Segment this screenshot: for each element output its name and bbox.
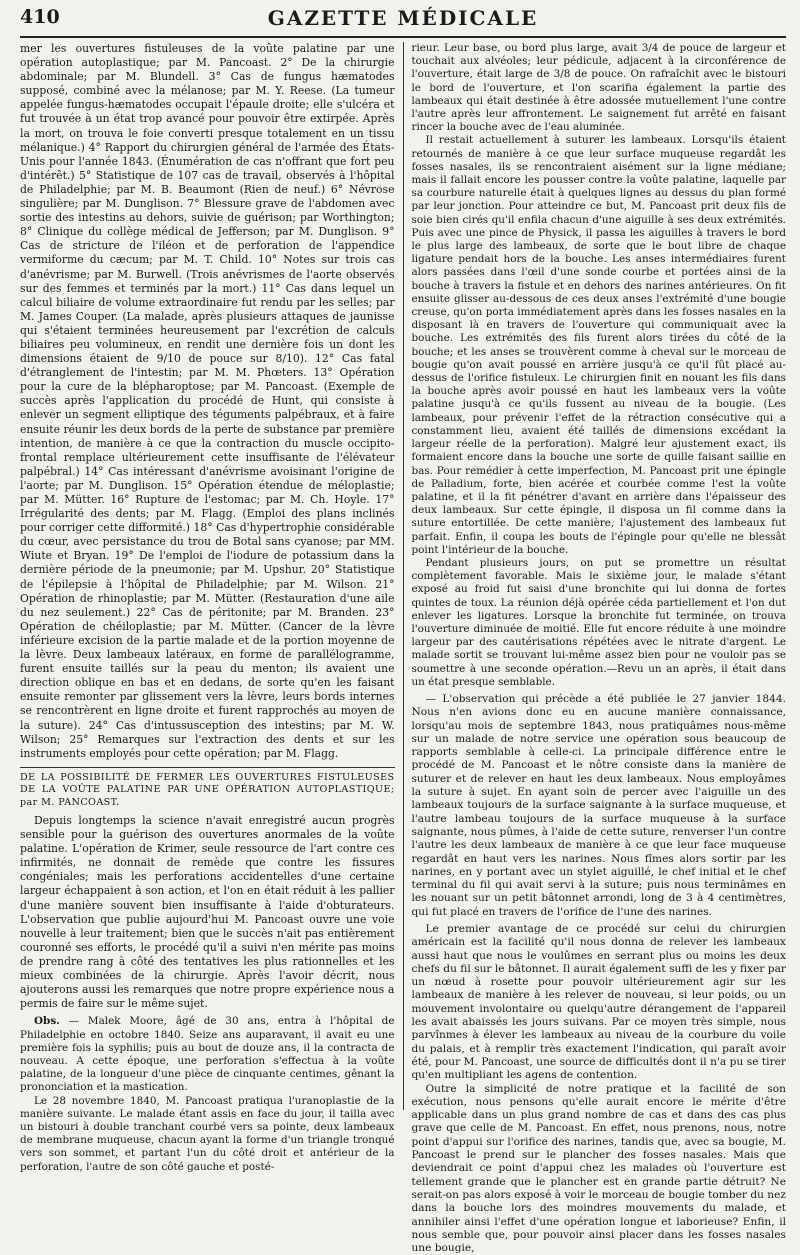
operation-paragraph: Le 28 novembre 1840, M. Pancoast pratiqua l'uranoplastie de la manière suivante. Le malade étant assis en face du jour, il tailla avec un bistouri à double tranchant courbé vers sa pointe, deux lambeaux de membrane muqueuse, chacun ayant la forme d'un triangle tronqué vers son sommet, et partant l'un du côté droit et antérieur de la perforation, l'autre de son côté gauche et posté- — [20, 1094, 395, 1173]
suture-paragraph: Il restait actuellement à suturer les lambeaux. Lorsqu'ils étaient retournés de manière à ce que leur surface muqueuse regardât les fosses nasales, ils se rencontraient aisément sur la ligne médiane; mais il fallait encore les pousser contre la voûte palatine, laquelle par sa courbure naturelle était à quelques lignes au dessus du plan formé par leur jonction. Pour atteindre ce but, M. Pancoast prit deux fils de soie bien cirés qu'il enfila chacun d'une aiguille à ses deux extrémités. Puis avec une pince de Physick, il passa les aiguilles à travers le bord le plus large des lambeaux, de sorte que le bout libre de chaque ligature pendait hors de la bouche. Les anses intermédiaires furent alors passées dans l'œil d'une sonde courbe et portées ainsi de la bouche à travers la fistule et en dehors des narines antérieures. On fit ensuite glisser au-dessous de ces deux anses l'extrémité d'une bougie creuse, qu'on porta immédiatement après dans les fosses nasales en la disposant là en travers de l'ouverture qui communiquait avec la bouche. Les extrémités des fils furent alors tirées du côté de la bouche; et les anses se trouvèrent comme à cheval sur le morceau de bougie qu'on avait poussé en arrière jusqu'à ce qu'il fût placé au-dessus de l'orifice fistuleux. Le chirurgien finit en nouant les fils dans la bouche après avoir poussé en haut les lambeaux vers la voûte palatine jusqu'à ce qu'ils fussent au niveau de la bougie. (Les lambeaux, pour prévenir l'effet de la rétraction consécutive qui a constamment lieu, avaient été taillés de dimensions excédant la largeur réelle de la perforation). Malgré leur ajustement exact, ils formaient encore dans la bouche une sorte de quille faisant saillie en bas. Pour remédier à cette imperfection, M. Pancoast prit une épingle de Palladium, forte, bien acérée et courbée comme l'est la voûte palatine, et il la fit pénétrer d'avant en arrière dans l'épaisseur des deux lambeaux. Sur cette épingle, il disposa un fil comme dans la suture entortillée. De cette manière, l'ajustement des lambeaux fut parfait. Enfin, il coupa les bouts de l'épingle pour qu'elle ne blessât point l'intérieur de la bouche. — [411, 134, 786, 556]
column-divider — [403, 42, 404, 1110]
intro-paragraph: Depuis longtemps la science n'avait enregistré aucun progrès sensible pour la guérison des ouvertures anormales de la voûte palatine. L'opération de Krimer, seule ressource de l'art contre ces infirmités, ne donnait de remède que contre les fissures congéniales; mais les perforations accidentelles d'une certaine largeur échappaient à son action, et l'on en était réduit à les pallier d'une manière souvent bien insuffisante à l'aide d'obturateurs. L'observation que publie aujourd'hui M. Pancoast ouvre une voie nouvelle à leur traitement; bien que le succès n'ait pas entièrement couronné ses efforts, le procédé qu'il a suivi n'en mérite pas moins de prendre rang à côté des tentatives les plus rationnelles et les mieux combinées de la chirurgie. Après l'avoir décrit, nous ajouterons aussi les remarques que notre propre expérience nous a permis de faire sur le même sujet. — [20, 814, 395, 1011]
left-column — [20, 42, 395, 1173]
review-list-paragraph: mer les ouvertures fistuleuses de la voûte palatine par une opération autoplastique; par M. Pancoast. 2° De la chirurgie abdominale; par M. Blundell. 3° Cas de fungus hæmatodes supposé, combiné avec la mélanose; par M. Y. Reese. (La tumeur appelée fungus-hæmatodes occupait l'épaule droite; elle s'ulcéra et fut trouvée à un état trop avancé pour pouvoir être extirpée. Après la mort, on trouva le foie converti presque totalement en un tissu mélanique.) 4° Rapport du chirurgien général de l'armée des États-Unis pour l'année 1843. (Énumération de cas n'offrant que fort peu d'intérêt.) 5° Statistique de 107 cas de travail, observés à l'hôpital de Philadelphie; par M. B. Beaumont (Rien de neuf.) 6° Névrose singulière; par M. Dunglison. 7° Blessure grave de l'abdomen avec sortie des intestins au dehors, suivie de guérison; par Worthington; 8° Clinique du collège médical de Jefferson; par M. Dunglison. 9° Cas de stricture de l'iléon et de perforation de l'appendice vermiforme du cæcum; par M. T. Child. 10° Notes sur trois cas d'anévrisme; par M. Burwell. (Trois anévrismes de l'aorte observés sur des femmes et terminés par la mort.) 11° Cas dans lequel un calcul biliaire de volume extraordinaire fut rendu par les selles; par M. James Couper. (La malade, après plusieurs attaques de jaunisse qui s'étaient terminées heureusement par l'excrétion de calculs biliaires peu volumineux, en rendit une dernière fois un dont les dimensions étaient de 9/10 de pouce sur 8/10). 12° Cas fatal d'étranglement de l'intestin; par M. M. Phœters. 13° Opération pour la cure de la blépharoptose; par M. Pancoast. (Exemple de succès après l'application du procédé de Hunt, qui consiste à enlever un segment elliptique des téguments palpébraux, et à faire ensuite réunir les deux bords de la perte de substance par première intention, de manière à ce que la contraction du muscle occipito-frontal remplace ultérieurement cette insuffisante de l'élévateur palpébral.) 14° Cas intéressant d'anévrisme avoisinant l'origine de l'aorte; par M. Dunglison. 15° Opération étendue de méloplastie; par M. Mütter. 16° Rupture de l'estomac; par M. Ch. Hoyle. 17° Irrégularité des dents; par M. Flagg. (Emploi des plans inclinés pour corriger cette difformité.) 18° Cas d'hypertrophie considérable du cœur, avec persistance du trou de Botal sans cyanose; par MM. Wiute et Bryan. 19° De l'emploi de l'iodure de potassium dans la dernière période de la pneumonie; par M. Upshur. 20° Statistique de l'épilepsie à l'hôpital de Philadelphie; par M. Wilson. 21° Opération de rhinoplastie; par M. Mütter. (Restauration d'une aile du nez seulement.) 22° Cas de péritonite; par M. Branden. 23° Opération de chéiloplastie; par M. Mütter. (Cancer de la lèvre inférieure excision de la partie malade et de la portion moyenne de la lèvre. Deux lambeaux latéraux, en forme de parallélogramme, furent ensuite taillés sur la peau du menton; ils avaient une direction oblique en bas et en dedans, de sorte qu'en les faisant ensuite remonter par glissement vers la lèvre, leurs bords internes se rencontrèrent en ligne droite et furent rapprochés au moyen de la suture). 24° Cas d'intussusception des intestins; par M. W. Wilson; 25° Remarques sur l'extraction des dents et sur les instruments employés pour cette opération; par M. Flagg. — [20, 42, 395, 760]
observation-paragraph — [20, 1015, 395, 1094]
outcome-text: Pendant plusieurs jours, on put se promettre un résultat complètement favorable. Mais le sixième jour, le malade s'étant exposé au froid fut saisi d'une bronchite qui lui donna de fortes quintes de toux. La réunion déjà opérée céda partiellement et l'on dut enlever les ligatures. Lorsque la bronchite fut terminée, on trouva l'ouverture diminuée de moitié. Elle fut encore réduite à une moindre largeur par des cautérisations répétées avec le nitrate d'argent. Le malade sortit se trouvant lui-même assez bien pour ne vouloir pas se soumettre à une seconde opération. — [411, 556, 786, 675]
outcome-tail: —Revu un an après, il était dans un état presque semblable. — [411, 662, 786, 688]
continuation-paragraph: rieur. Leur base, ou bord plus large, avait 3/4 de pouce de largeur et touchait aux alvéoles; leur pédicule, adjacent à la circonférence de l'ouverture, était large de 3/8 de pouce. On rafraîchit avec le bistouri le bord de l'ouverture, et l'on scarifia également la partie des lambeaux qui était destinée à être adossée mutuellement l'une contre l'autre après leur affrontement. Le saignement fut arrêté en faisant rincer la bouche avec de l'eau aluminée. — [411, 42, 786, 134]
observation-label: Obs. — [34, 1015, 60, 1028]
journal-title: GAZETTE MÉDICALE — [267, 6, 539, 30]
commentary-paragraph: — L'observation qui précède a été publiée le 27 janvier 1844. Nous n'en avions donc eu en aucune manière connaissance, lorsqu'au mois de septembre 1843, nous pratiquâmes nous-même sur un malade de notre service une opération sous beaucoup de rapports semblable à celle-ci. La principale différence entre le procédé de M. Pancoast et le nôtre consiste dans la manière de suturer et de relever en haut les deux lambeaux. Nous employâmes la suture à sujet. En ayant soin de percer avec l'aiguille un des lambeaux toujours de la surface saignante à la surface muqueuse, et l'autre lambeau toujours de la surface muqueuse à la surface saignante, nous pûmes, à l'aide de cette suture, renverser l'un contre l'autre les deux lambeaux de manière à ce que leur face muqueuse regardât en haut vers les narines. Nous fîmes alors sortir par les narines, en y portant avec un stylet aiguillé, le chef initial et le chef terminal du fil qui avait servi à la suture; puis nous terminâmes en les nouant sur un petit bâtonnet arrondi, long de 3 à 4 centimètres, qui fut placé en travers de l'orifice de l'une des narines. — [411, 692, 786, 918]
text-columns — [20, 42, 786, 1255]
advantage-paragraph: Le premier avantage de ce procédé sur celui du chirurgien américain est la facilité qu'il nous donna de relever les lambeaux aussi haut que nous le voulûmes en serrant plus ou moins les deux chefs du fil sur le bâtonnet. Il aurait également suffi de les y fixer par un nœud à rosette pour pouvoir ultérieurement agir sur les lambeaux de manière à les relever de nouveau, si leur poids, ou un mouvement involontaire ou quelqu'autre dérangement de l'appareil les avait abaissés les jours suivans. Par ce moyen très simple, nous parvînmes à élever les lambeaux au niveau de la courbure du voile du palais, et à remplir très exactement l'indication, qui paraît avoir été, pour M. Pancoast, une source de difficultés dont il n'a pu se tirer qu'en multipliant les agens de contention. — [411, 923, 786, 1082]
right-column — [411, 42, 786, 1255]
observation-text: — Malek Moore, âgé de 30 ans, entra à l'hôpital de Philadelphie en octobre 1840. Seize ans auparavant, il avait eu une première fois la syphilis; puis au bout de douze ans, il la contracta de nouveau. A cette époque, une perforation s'effectua à la voûte palatine, de la longueur d'une pièce de cinquante centimes, gênant la prononciation et la mastication. — [20, 1015, 395, 1094]
outcome-paragraph — [411, 557, 786, 689]
page-header — [20, 6, 786, 38]
simplicity-paragraph: Outre la simplicité de notre pratique et la facilité de son exécution, nous pensons qu'elle aurait encore le mérite d'être applicable dans un plus grand nombre de cas et dans des cas plus grave que celle de M. Pancoast. En effet, nous prenons, nous, notre point d'appui sur l'orifice des narines, tandis que, avec sa bougie, M. Pancoast le prend sur le plancher des fosses nasales. Mais que deviendrait ce point d'appui chez les malades où l'ouverture est tellement grande que le plancher est en grande partie détruit? Ne serait-on pas alors exposé à voir le morceau de bougie tomber du nez dans la bouche lors des moindres mouvements du malade, et annihiler ainsi l'effet d'une opération longue et laborieuse? Enfin, il nous semble que, pour pouvoir ainsi placer dans les fosses nasales une bougie, — [411, 1082, 786, 1255]
article-title: DE LA POSSIBILITÉ DE FERMER LES OUVERTURES FISTULEUSES DE LA VOÛTE PALATINE PAR UNE OPÉRATION AUTOPLASTIQUE; par M. PANCOAST. — [20, 767, 395, 809]
page-number: 410 — [20, 6, 60, 28]
